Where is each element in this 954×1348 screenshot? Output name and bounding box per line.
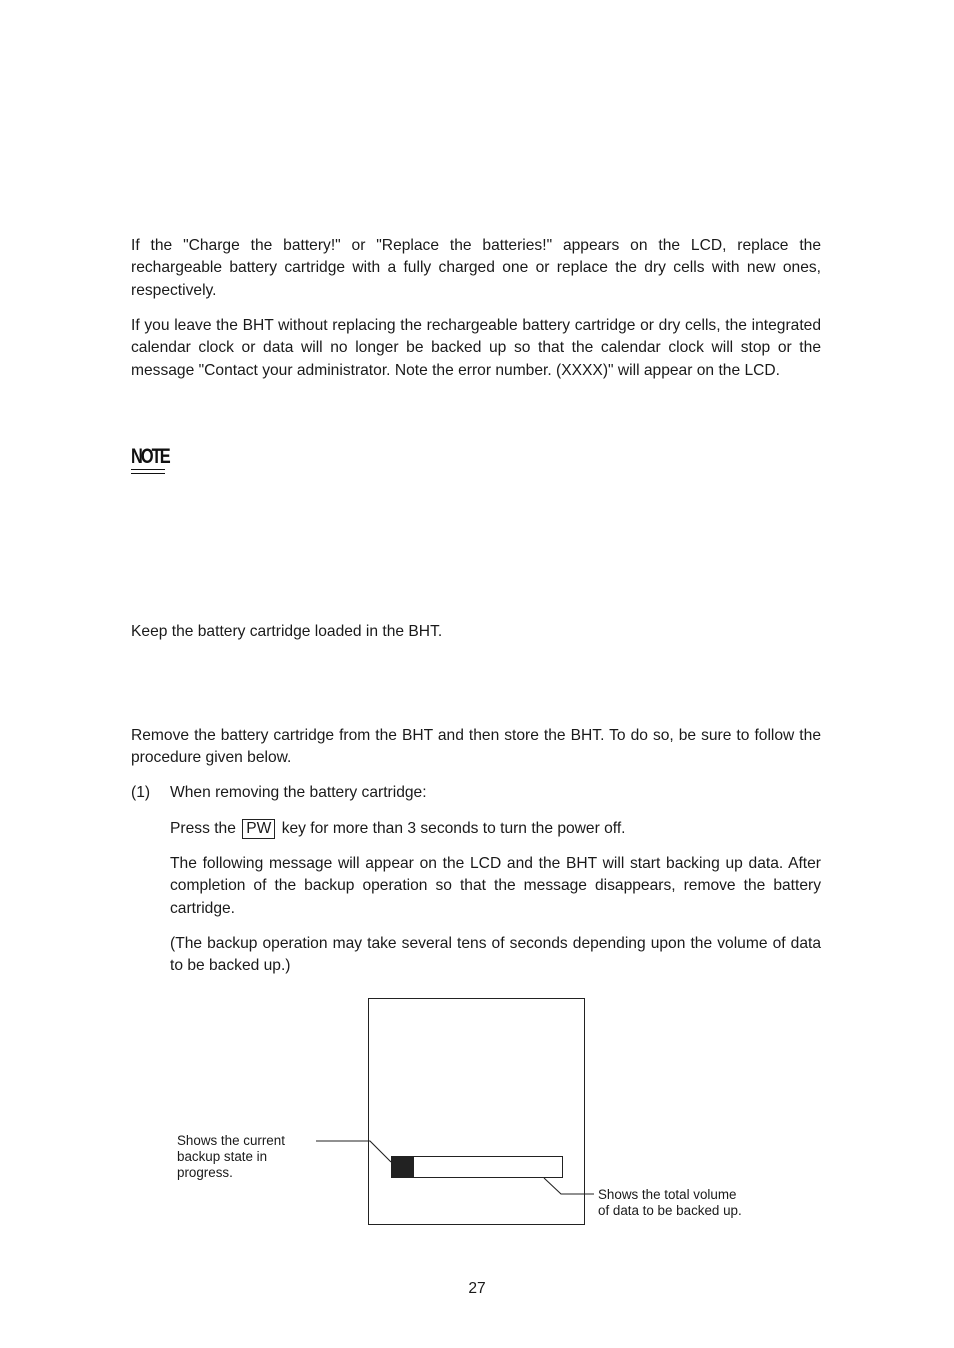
- backup-message-paragraph: The following message will appear on the LCD and the BHT will start backing up data. After completion of the backup operation so that the message disappears, remove the battery cartridge.: [170, 855, 821, 917]
- leader-line-left: [316, 1141, 391, 1162]
- press-text-after: key for more than 3 seconds to turn the power off.: [281, 820, 626, 837]
- note-icon: NOTE: [131, 445, 165, 475]
- keep-cartridge-paragraph: Keep the battery cartridge loaded in the BHT.: [131, 623, 443, 640]
- battery-warning-paragraph: If the "Charge the battery!" or "Replace the batteries!" appears on the LCD, replace the rechargeable battery cartridge with a fully charged one or replace the dry cells with new ones, respectively.: [131, 237, 821, 299]
- callout-current-state: Shows the current backup state in progress.: [177, 1133, 285, 1180]
- backup-warning-paragraph: If you leave the BHT without replacing the rechargeable battery cartridge or dry cells, the integrated calendar clock or data will no longer be backed up so that the calendar clock will stop or the message "Contact your administrator. Note the error number. (XXXX)" will appear on the LCD.: [131, 317, 821, 379]
- pw-key: PW: [242, 819, 275, 839]
- press-text-before: Press the: [170, 820, 236, 837]
- remove-cartridge-paragraph: Remove the battery cartridge from the BHT and then store the BHT. To do so, be sure to follow the procedure given below.: [131, 727, 821, 767]
- step-title: When removing the battery cartridge:: [170, 784, 427, 801]
- callout-total-volume: Shows the total volume of data to be backed up.: [598, 1187, 742, 1218]
- leader-line-right: [544, 1178, 594, 1194]
- step-number: (1): [131, 784, 151, 801]
- page-number: 27: [468, 1280, 486, 1297]
- backup-duration-paragraph: (The backup operation may take several tens of seconds depending upon the volume of data to be backed up.): [170, 935, 821, 975]
